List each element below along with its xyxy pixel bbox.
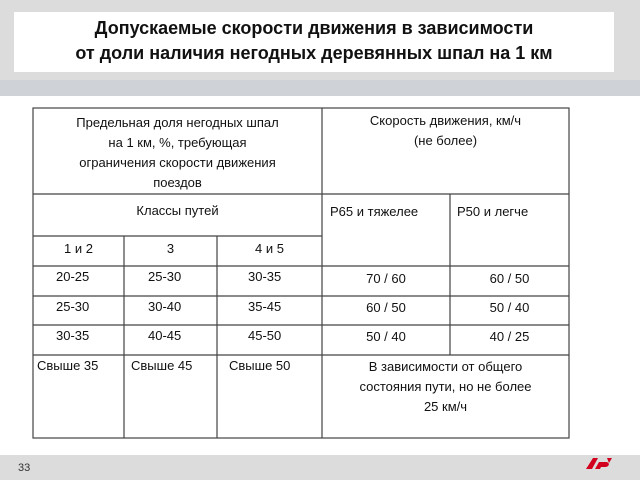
cell-note-line-3: 25 км/ч [423, 399, 468, 414]
rzd-logo-icon [584, 455, 614, 473]
page-number: 33 [18, 462, 31, 474]
header-rail-light: Р50 и легче [457, 204, 529, 219]
cell-row2-class-1-2: 25-30 [56, 299, 90, 314]
cell-row1-class-4-5: 30-35 [248, 269, 282, 284]
cell-row4-class-3: Свыше 45 [131, 358, 193, 373]
cell-row2-class-3: 30-40 [148, 299, 182, 314]
cell-row4-class-1-2: Свыше 35 [37, 358, 99, 373]
cell-row3-light: 40 / 25 [489, 329, 530, 344]
header-speed-line-2: (не более) [413, 133, 478, 148]
cell-row3-heavy: 50 / 40 [366, 329, 406, 344]
cell-row2-light: 50 / 40 [489, 300, 530, 315]
cell-row3-class-4-5: 45-50 [248, 328, 282, 343]
cell-note-line-2: состояния пути, но не более [359, 379, 532, 394]
cell-row3-class-1-2: 30-35 [56, 328, 90, 343]
cell-row2-class-4-5: 35-45 [248, 299, 282, 314]
header-track-classes: Классы путей [136, 203, 219, 218]
cell-row1-class-1-2: 20-25 [56, 269, 90, 284]
header-class-1-2: 1 и 2 [64, 241, 93, 256]
header-rail-heavy: Р65 и тяжелее [330, 204, 419, 219]
cell-row1-light: 60 / 50 [489, 271, 530, 286]
header-class-3: 3 [166, 241, 175, 256]
header-share-line-4: поездов [153, 175, 202, 190]
cell-row1-class-3: 25-30 [148, 269, 182, 284]
header-class-4-5: 4 и 5 [255, 241, 284, 256]
cell-row3-class-3: 40-45 [148, 328, 182, 343]
slide-title-line-2: от доли наличия негодных деревянных шпал на 1 км [75, 43, 553, 63]
header-share-line-3: ограничения скорости движения [79, 155, 276, 170]
cell-note-line-1: В зависимости от общего [368, 359, 523, 374]
header-share-line-1: Предельная доля негодных шпал [76, 115, 279, 130]
cell-row1-heavy: 70 / 60 [366, 271, 406, 286]
header-share-line-2: на 1 км, %, требующая [108, 135, 247, 150]
header-speed-line-1: Скорость движения, км/ч [369, 113, 522, 128]
slide-title-line-1: Допускаемые скорости движения в зависимости [94, 18, 534, 38]
cell-row4-class-4-5: Свыше 50 [229, 358, 291, 373]
cell-row2-heavy: 60 / 50 [366, 300, 406, 315]
